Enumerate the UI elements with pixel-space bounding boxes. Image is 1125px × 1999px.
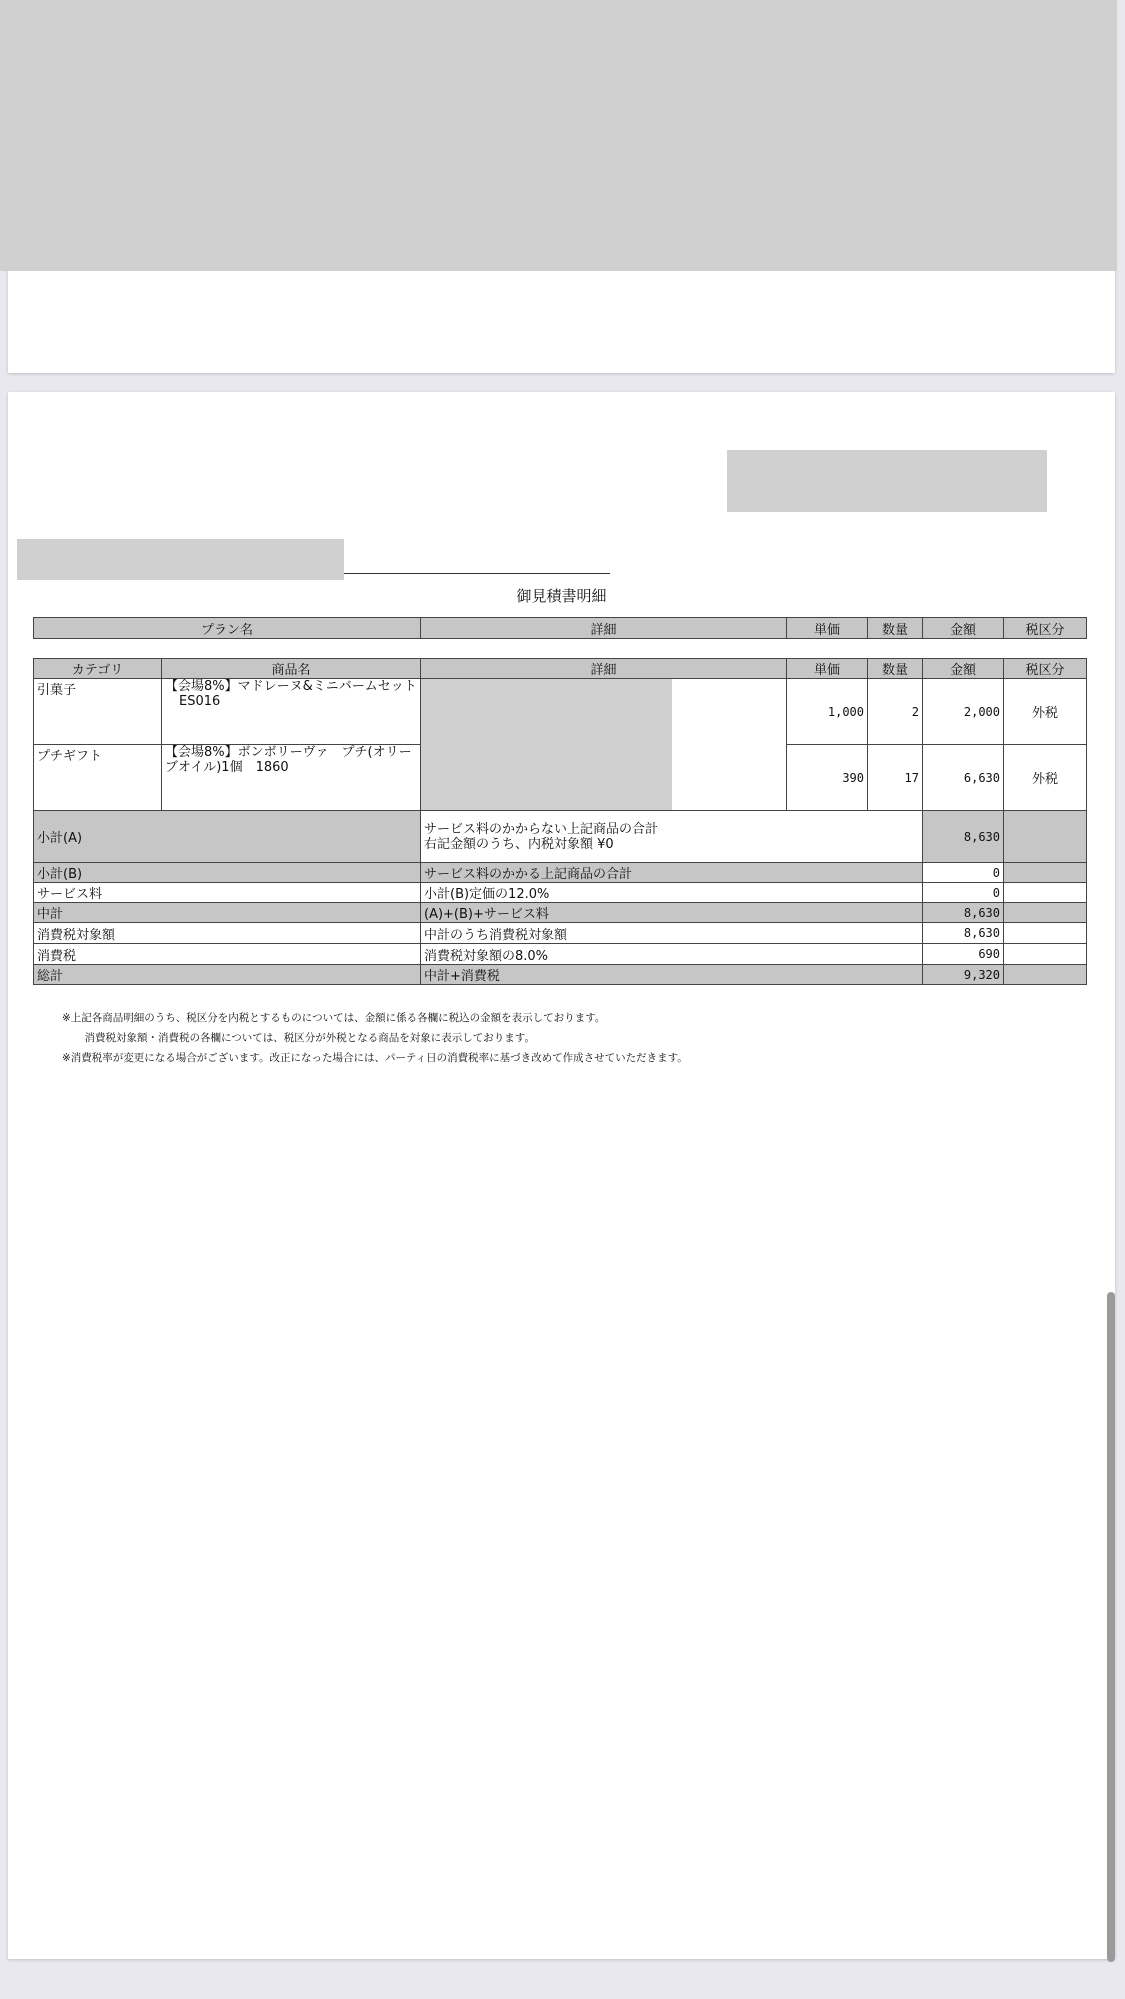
summary-amount: 9,320 [923,965,1004,985]
items-table [33,658,1087,985]
summary-detail: 中計のうち消費税対象額 [421,923,923,944]
summary-row-total [34,965,1087,985]
footnotes [62,1008,688,1068]
summary-detail-line-1: サービス料のかからない上記商品の合計 [424,821,659,837]
product-name-cell [162,679,421,745]
recipient-underline [344,573,610,574]
document-title: 御見積書明細 [516,587,607,605]
summary-amount: 0 [923,863,1004,883]
col-tax: 税区分 [1004,618,1087,639]
summary-tax-blank [1004,903,1087,923]
summary-label: サービス料 [34,883,421,903]
col-detail: 詳細 [421,659,787,679]
summary-label: 小計(A) [34,811,421,863]
redacted-header-block [0,0,1117,271]
summary-row [34,903,1087,923]
summary-tax-blank [1004,965,1087,985]
amount-cell: 6,630 [923,745,1004,811]
summary-amount: 690 [923,944,1004,965]
items-table-header [34,659,1087,679]
product-name-cell [162,745,421,811]
summary-amount: 0 [923,883,1004,903]
summary-detail: 小計(B)定価の12.0% [421,883,923,903]
summary-row [34,923,1087,944]
footnote-line: ※消費税率が変更になる場合がございます。改正になった場合には、パーティ日の消費税率に基づき改めて作成させていただきます。 [62,1052,688,1064]
page-2 [8,392,1115,1959]
col-qty: 数量 [868,659,923,679]
summary-row [34,944,1087,965]
redacted-block-top-right [727,450,1047,512]
tax-type-cell: 外税 [1004,679,1087,745]
summary-amount: 8,630 [923,923,1004,944]
col-unit-price: 単価 [787,618,868,639]
summary-row [34,883,1087,903]
summary-label: 小計(B) [34,863,421,883]
summary-amount: 8,630 [923,903,1004,923]
qty-cell: 17 [868,745,923,811]
redacted-detail [421,679,672,811]
summary-tax-blank [1004,923,1087,944]
col-amount: 金額 [923,618,1004,639]
summary-amount: 8,630 [923,811,1004,863]
plan-table [33,617,1087,639]
col-tax: 税区分 [1004,659,1087,679]
summary-detail: 中計+消費税 [421,965,923,985]
tax-type-cell: 外税 [1004,745,1087,811]
qty-cell: 2 [868,679,923,745]
col-unit-price: 単価 [787,659,868,679]
summary-detail: 消費税対象額の8.0% [421,944,923,965]
redacted-block-recipient [17,539,344,580]
category-cell: 引菓子 [34,679,162,745]
table-row [34,679,1087,745]
summary-tax-blank [1004,883,1087,903]
summary-row-subtotal-a [34,811,1087,863]
summary-tax-blank [1004,944,1087,965]
summary-label: 消費税 [34,944,421,965]
product-name-line-1: 【会場8%】ボンボリーヴァ プチ(オリー [165,745,412,760]
product-name-line-2: ES016 [179,694,221,709]
plan-table-header [34,618,1087,639]
col-plan-name: プラン名 [34,618,421,639]
vertical-scrollbar[interactable] [1107,1292,1115,1962]
summary-detail [421,811,923,863]
col-amount: 金額 [923,659,1004,679]
col-product-name: 商品名 [162,659,421,679]
footnote-line: 消費税対象額・消費税の各欄については、税区分が外税となる商品を対象に表示しております。 [74,1032,535,1044]
product-name-line-2: ブオイル)1個 1860 [165,760,289,775]
product-name-line-1: 【会場8%】マドレーヌ&ミニバームセット [165,679,417,694]
summary-tax-blank [1004,863,1087,883]
detail-cell-redacted [421,679,787,811]
summary-label: 総計 [34,965,421,985]
amount-cell: 2,000 [923,679,1004,745]
unit-price-cell: 1,000 [787,679,868,745]
category-cell: プチギフト [34,745,162,811]
col-category: カテゴリ [34,659,162,679]
col-qty: 数量 [868,618,923,639]
summary-label: 消費税対象額 [34,923,421,944]
summary-row [34,863,1087,883]
footnote-line: ※上記各商品明細のうち、税区分を内税とするものについては、金額に係る各欄に税込の金額を表示しております。 [62,1012,606,1024]
summary-detail: (A)+(B)+サービス料 [421,903,923,923]
unit-price-cell: 390 [787,745,868,811]
col-detail: 詳細 [421,618,787,639]
summary-detail-line-2: 右記金額のうち、内税対象額 ¥0 [424,836,614,852]
summary-label: 中計 [34,903,421,923]
summary-detail: サービス料のかかる上記商品の合計 [421,863,923,883]
summary-tax-blank [1004,811,1087,863]
